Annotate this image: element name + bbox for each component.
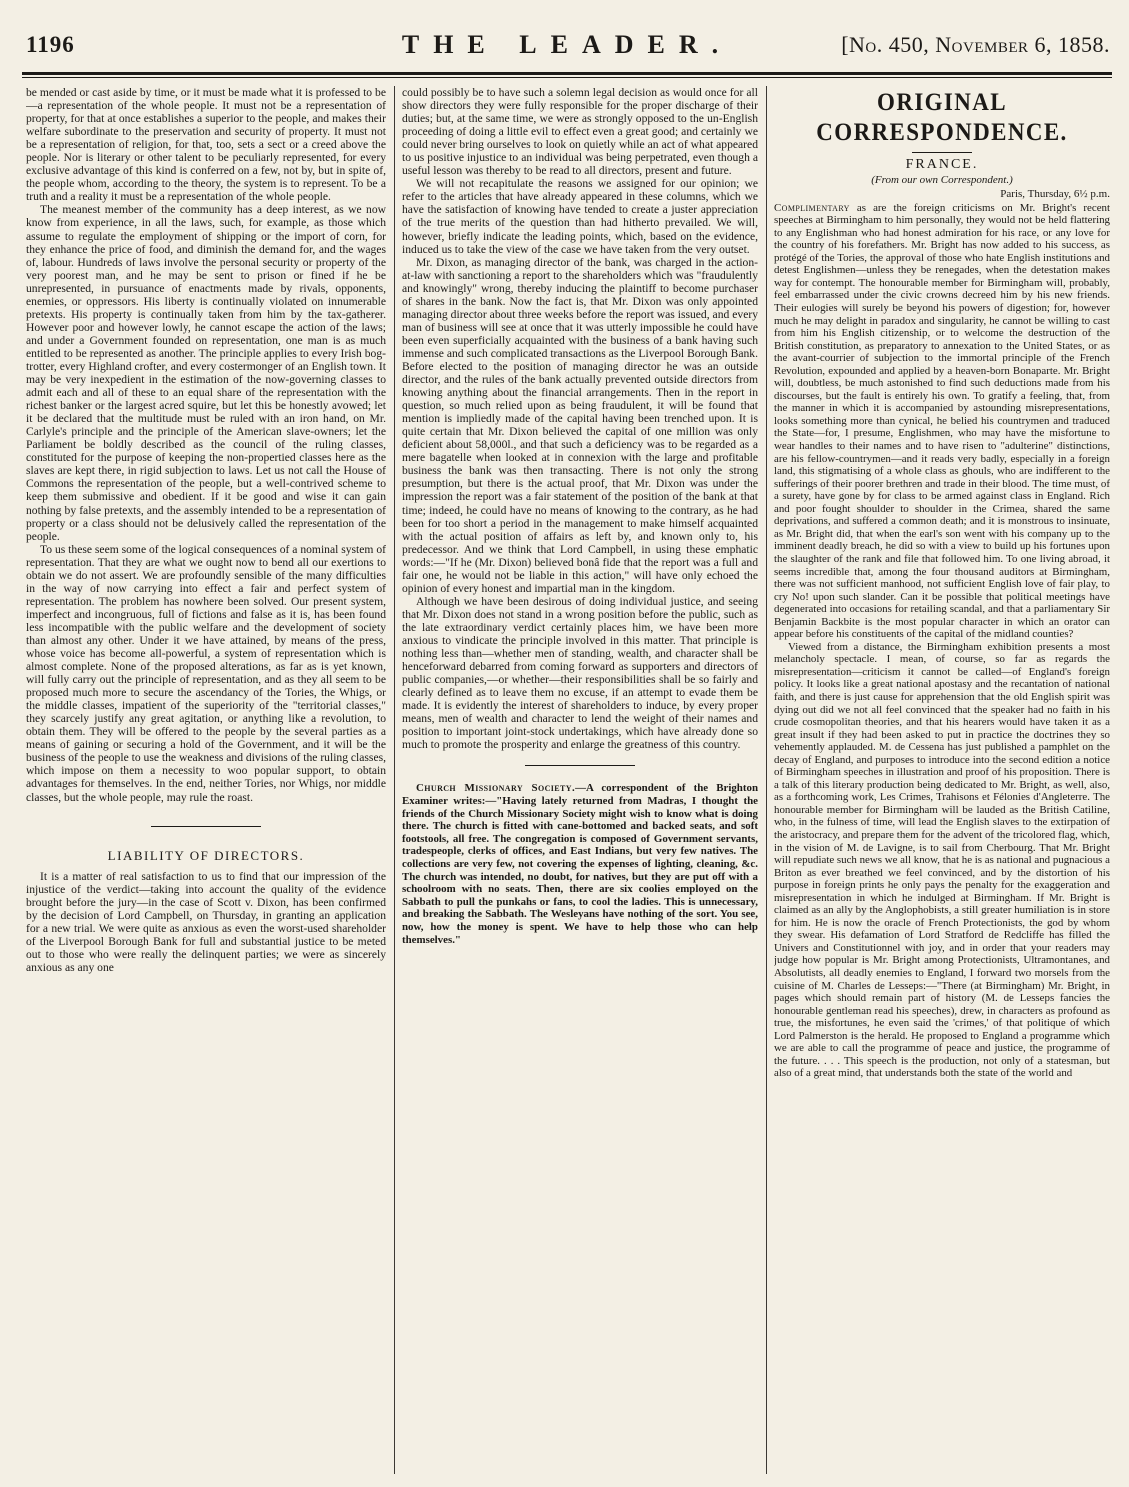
country-heading: FRANCE. [905, 157, 979, 172]
newspaper-title: THE LEADER. [401, 30, 733, 59]
column-divider [394, 86, 395, 1474]
lead-paragraph-body: as are the foreign criticisms on Mr. Bright's recent speeches at Birmingham to him personally, they would not be held flattering to any Englishman who had honest admiration for his race, or any love for the country of his forefathers. Mr. Bright has now added to his success, as protégé of the Tories, the approval of those who hate English institutions and detest Englishmen—unless they be renegades, when the detestation makes way for contempt. The honourable member for Birmingham will, probably, feel embarrassed under the civic crowns decreed him by his new friends. Their eulogies will surely be beyond his powers of digestion; for, however much he may delight in paradox and singularity, he cannot be willing to cast from him his English citizenship, or to welcome the destruction of the British constitution, as preparatory to annexation to the United States, or as the avant-courrier of subjection to the immortal principle of the French Revolution, expounded and applied by a heaven-born Bonaparte. Mr. Bright will, doubtless, be much astonished to find such deductions made from his discourses, but the fault is entirely his own. To gratify a feeling, that, from the manner in which it is accompanied by astounding misrepresentations, looks something more than cynical, he belied his countrymen and traduced the State—for, I presume, Englishmen, who may have the misfortune to wear handles to their names and to have risen to "adulterine" distinctions, are his fellow-countrymen—and it reads very badly, especially in a foreign land, this stigmatising of a whole class as ghouls, who are indifferent to the sufferings of their poorer brethren and trade in their blood. The time must, of a surety, have gone by for class to be armed against class in England. Rich and poor fought shoulder to shoulder in the Crimea, shared the same deprivations, and suffered a common death; and it is monstrous to insinuate, as Mr. Bright did, that when the earl's son went with his company up to the imminent deadly breach, he did so with a view to build up his fortunes upon the slaughter of the rank and file that followed him. To one living abroad, it seems incredible that, among the four thousand auditors at Birmingham, there was not sufficient manhood, not sufficient English love of fair play, to cry No! upon such slander. Can it be possible that political meetings have degenerated into occasions for retailing scandal, and that a parliamentary Sir Benjamin Backbite is the most popular character in which an orator can appear before his constituents of the capital of the midland counties? [774, 201, 1110, 641]
masthead-rule-thin [22, 77, 1112, 78]
article-paragraph: Mr. Dixon, as managing director of the bank, was charged in the action-at-law with sanctioning a report to the shareholders which was "fraudulently and knowingly" wrong, thereby inducing the plaintiff to become purchaser of shares in the bank. Now the fact is, that Mr. Dixon was only appointed managing director about three weeks before the report was issued, and every man of business will see at once that it was utterly impossible he could have been even superficially acquainted with the business of a bank having such immense and such complicated transactions as the Liverpool Borough Bank. Before elected to the position of managing director he was an outside director, and the rules of the bank actually prevented outside directors from knowing anything about the financial arrangements. Then in the report in question, so much relied upon as being fraudulent, it will be found that mention is impliedly made of the capital having been trenched upon. It is quite certain that Mr. Dixon believed the capital of one million was only deficient about 58,000l., and that such a deficiency was to be regarded as a mere bagatelle when looked at in connexion with the large and profitable business the bank was then transacting. There is not only the strong presumption, but there is the actual proof, that Mr. Dixon was under the impression the report was a fair statement of the position of the bank at that time; indeed, he could have no means of knowing to the contrary, as he had been for too short a period in the management to make himself acquainted with the actual position of affairs as left by, and known only to, his predecessor. And we think that Lord Campbell, in using these emphatic words:—"If he (Mr. Dixon) believed bonâ fide that the report was a full and fair one, he would not be liable in this action," will have only echoed the opinion of every honest and impartial man in the kingdom. [402, 255, 758, 595]
byline: (From our own Correspondent.) [871, 173, 1013, 186]
section-rule [525, 765, 635, 766]
lead-word: Complimentary [774, 201, 850, 214]
dateline: Paris, Thursday, 6½ p.m. [1000, 188, 1110, 201]
article-paragraph: Viewed from a distance, the Birmingham exhibition presents a most melancholy spectacle. I mean, of course, so far as regards the misrepresentation—criticism it cannot be called—of England's foreign policy. It looks like a great national apostasy and the recantation of national faith, and there is just cause for apprehension that the old English spirit was dying out did we not all feel convinced that the speaker had no faith in his crude cosmopolitan theories, and that his hearers would have taken it as a great insult if they had been asked to put in practice the doctrines they so vehemently applauded. M. de Cessena has just published a pamphlet on the decay of England, and purposes to introduce into the second edition a notice of Birmingham speeches in illustration and proof of his proposition. There is a talk of this literary production being dedicated to Mr. Bright, as well, also, as a forthcoming work, Les Crimes, Trahisons et Félonies d'Angleterre. The honourable member for Birmingham will be lauded as the British Catiline, who, in the fulness of time, will lead the English slaves to the extirpation of the aristocracy, and prepare them for the advent of the tricolored flag, which, in the vision of M. de Lavigne, is to sail from Cherbourg. That Mr. Bright will repudiate such news we all know, that he is as national and pugnacious a Briton as ever breathed we feel convinced, and by the distortion of his purpose in foreign prints he only pays the penalty for the exaggeration and misrepresentation in which he indulged at Birmingham. If Mr. Bright is claimed as an ally by the Anglophobists, a still greater humiliation is in store for him. He is now the oracle of French Protectionists, the god by whom they swear. His defamation of Lord Stratford de Redcliffe has filled the Univers and Constitutionnel with joy, and in order that your readers may judge how popular is Mr. Bright among Protectionists, Ultramontanes, and Absolutists, all deadly enemies to England, I forward two morsels from the cuisine of M. Charles de Lesseps:—"There (at Birmingham) Mr. Bright, in pages which should remain part of history (M. de Lesseps fancies the honourable gentleman read his speeches), drew, in characters as profound as true, the misfortunes, he even said the 'crimes,' of that politique of which Lord Palmerston is the herald. He proposed to England a programme which we are able to call the programme of peace and justice, the programme of the future. . . . This speech is the production, not only of a statesman, but also of a great mind, that understands both the state of the world and [774, 640, 1110, 1080]
news-item [402, 782, 758, 946]
section-rule [151, 826, 261, 827]
newspaper-page [22, 14, 1112, 1476]
article-paragraph: could possibly be to have such a solemn legal decision as would once for all show directors they were fully responsible for the proper discharge of their duties; but, at the same time, we were as strongly opposed to the un-English proceeding of doing a little evil to effect even a great good; and certainly we could never bring ourselves to look on quietly while an act of what appeared to us positive injustice to an individual was being perpetrated, even though a useful lesson was thereby to be read to all directors, present and future. [402, 86, 758, 178]
article-paragraph: Although we have been desirous of doing individual justice, and seeing that Mr. Dixon does not stand in a wrong position before the public, such as the late extraordinary verdict certainly places him, we have been more anxious to vindicate the principle involved in this matter. That principle is nothing less than—whether men of standing, wealth, and character shall be henceforward debarred from coming forward as supporters and directors of public companies,—or whether—their responsibilities shall be so fairly and clearly defined as to leave them no excuse, if an attempt to evade them be made. It is evidently the interest of shareholders to induce, by every proper means, men of wealth and character to lend the weight of their names and position to important joint-stock undertakings, which have already done so much to promote the prosperity and enlarge the greatness of this country. [402, 594, 758, 752]
news-item-lead: Church Missionary Society. [416, 782, 576, 795]
news-item-body: —A correspondent of the Brighton Examiner writes:—"Having lately returned from Madras, I thought the friends of the Church Missionary Society might wish to know what is doing there. The church is fitted with cane-bottomed and backed seats, and soft footstools, all free. The congregation is composed of Government servants, tradespeople, clerks of offices, and East Indians, but very few natives. The collections are very few, not covering the expenses of lighting, cleaning, &c. The church was intended, no doubt, for natives, but they are put off with a schoolroom with no seats. Then, there are six coolies employed on the Sabbath to pull the punkahs or fans, to cool the ladies. This is unnecessary, and breaking the Sabbath. The Wesleyans have nothing of the sort. You see, now, how the money is spent. We have to help those who can help themselves." [402, 782, 758, 946]
masthead [22, 14, 1112, 60]
issue-date: [No. 450, November 6, 1858. [841, 32, 1110, 57]
column-1 [26, 86, 386, 1472]
page-number: 1196 [26, 32, 75, 57]
article-paragraph [774, 202, 1110, 641]
column-3 [774, 86, 1110, 1472]
column-divider [766, 86, 767, 1474]
article-paragraph: We will not recapitulate the reasons we assigned for our opinion; we refer to the articles that have already appeared in these columns, which we have the satisfaction of knowing have tended to create a juster appreciation of the true merits of the question than had hitherto prevailed. We will, however, briefly indicate the leading points, which, based on the evidence, induced us to take the view of the case we have taken from the very outset. [402, 177, 758, 256]
section-heading: ORIGINAL CORRESPONDENCE. [816, 89, 1068, 146]
section-heading: LIABILITY OF DIRECTORS. [107, 847, 305, 863]
column-2 [402, 86, 758, 1472]
article-paragraph: It is a matter of real satisfaction to us to find that our impression of the injustice of the verdict—taking into account the quality of the evidence brought before the jury—in the case of Scott v. Dixon, has been confirmed by the decision of Lord Campbell, on Thursday, in granting an application for a new trial. We were quite as anxious as even the worst-used shareholder of the Liverpool Borough Bank for full and substantial justice to be meted out to those who were really the delinquent parties; we were as sincerely anxious as any one [26, 869, 386, 974]
masthead-rule [22, 72, 1112, 75]
article-paragraph: To us these seem some of the logical consequences of a nominal system of representation. That they are what we ought now to bend all our exertions to obtain we do not assert. We are profoundly sensible of the many difficulties in the way of now carrying into effect a fair and perfect system of representation. The problem has nowhere been solved. Our present system, imperfect and incongruous, full of fictions and false as it is, has been found less incompatible with the public welfare and the development of society than almost any other. Under it we have attained, by means of the press, whose voice has become all-powerful, a system of representation which is almost complete. None of the proposed alterations, as far as is yet known, will fully carry out the principle of representation, and as they all seem to be proposed much more to secure the ascendancy of the Tories, the Whigs, or the middle classes, impatient of the superiority of the "territorial classes," they scarcely justify any great agitation, or anything like a revolution, to obtain them. They will be offered to the people by the several parties as a means of gaining or securing a hold of the Government, and it will be the business of the people to use the weakness and divisions of the ruling classes, which impose on them a necessity to woo popular support, to obtain advantages for themselves. In the end, neither Tories, nor Whigs, nor middle classes, but the whole people, may rule the roast. [26, 542, 386, 804]
section-rule [912, 152, 972, 153]
article-paragraph: The meanest member of the community has a deep interest, as we now know from experience, in all the laws, such, for example, as those which assume to regulate the employment of shipping or the import of corn, for they enhance the price of food, and diminish the demand for, and the wages of, labour. Hundreds of laws involve the personal security or property of the very poorest man, and he may be sent to prison or fined if he be unrepresented, in pursuance of enactments made by rivals, opponents, enemies, or oppressors. His liberty is continually violated on innumerable pretexts. His property is continually taken from him by the tax-gatherer. However poor and however lowly, he cannot escape the action of the laws; and under a Government founded on representation, one man is as much entitled to be represented as another. The principle applies to every Irish bog-trotter, every Highland crofter, and every costermonger of an English town. It may be very inexpedient in the estimation of the now-governing classes to admit each and all of these to an equal share of the representation with the richest banker or the largest acred squire, but let this be honestly avowed; let it be declared that the multitude must be ruled with an iron hand, on Mr. Carlyle's principle and the principle of the American slave-owners; let the Parliament be boldly described as the council of the ruling classes, constituted for the purpose of keeping the non-propertied classes here as the slaves are kept there, in rigid subjection to laws. Let us not call the House of Commons the representation of the people, but a well-contrived scheme to keep them submissive and obedient. If it be good and wise it can gain nothing by false pretexts, and the assembly intended to be a representation of property or a class should not be delusively called the representation of the people. [26, 203, 386, 543]
article-paragraph: be mended or cast aside by time, or it must be made what it is professed to be—a representation of the whole people. It must not be a representation of property, for that at once establishes a superior to the people, and makes their welfare subordinate to the preservation and security of property. It must not be a representation of religion, for that, too, sets a sect or a creed above the people. Nor is literary or other talent to be peculiarly represented, for every exclusive advantage of this kind is conferred on a few, not by, but in spite of, the people whom, according to the theory, the system is to represent. To be a truth and a reality it must be a representation of the whole people. [26, 86, 386, 204]
